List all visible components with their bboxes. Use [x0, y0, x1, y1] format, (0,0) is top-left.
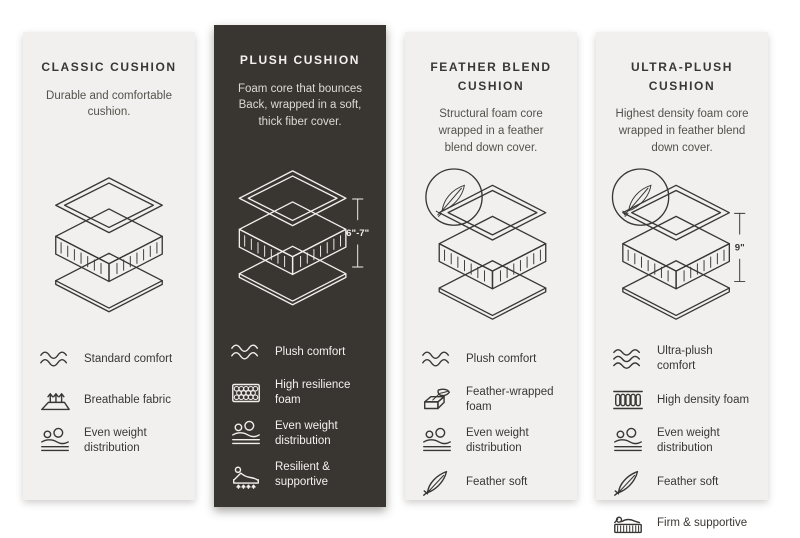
- feature-label: Feather-wrapped foam: [466, 386, 554, 413]
- feature-row: [420, 344, 562, 374]
- panel-description: Structural foam core wrapped in a feather blend down cover.: [438, 108, 544, 154]
- feature-label: Even weight distribution: [275, 420, 338, 447]
- cushion-illustration: [611, 154, 753, 332]
- feature-label: Firm & supportive: [657, 516, 748, 529]
- height-measurement: [346, 199, 369, 267]
- comfort-wave-icon: [38, 344, 72, 374]
- layered-cushion-diagram: [611, 154, 753, 329]
- feather-detail-icon: [426, 169, 482, 225]
- feather-wrapped-foam-icon: [420, 385, 454, 415]
- feature-label: High resilience foam: [275, 379, 351, 406]
- feature-label: Even weight distribution: [657, 427, 720, 454]
- panel-description: Foam core that bounces Back, wrapped in a soft, thick fiber cover.: [237, 82, 362, 128]
- comfort-wave-icon: [420, 344, 454, 374]
- feature-label: Even weight distribution: [466, 427, 529, 454]
- feature-row: [611, 467, 753, 497]
- panel-description: Durable and comfortable cushion.: [46, 89, 172, 119]
- feature-label: Plush comfort: [466, 352, 537, 365]
- cushion-illustration: [38, 154, 180, 332]
- panel-title: ULTRA-PLUSH CUSHION: [630, 60, 734, 93]
- layered-cushion-diagram: [38, 154, 180, 329]
- panel-header: [38, 58, 180, 146]
- ultra-comfort-wave-icon: [611, 344, 645, 374]
- feature-row: [229, 337, 371, 367]
- panel-header: [229, 51, 371, 139]
- panel-ultra-plush-cushion: [596, 32, 768, 529]
- panel-classic-cushion: [23, 32, 195, 500]
- feature-label: Resilient & supportive: [275, 461, 330, 488]
- even-weight-icon: [229, 419, 263, 449]
- feature-list: [420, 344, 562, 497]
- cushion-illustration: [229, 147, 371, 325]
- feature-row: [611, 426, 753, 456]
- feather-icon: [611, 467, 645, 497]
- layered-cushion-diagram: [229, 147, 371, 322]
- even-weight-icon: [611, 426, 645, 456]
- panel-plush-cushion: [214, 25, 386, 507]
- feature-label: High density foam: [657, 393, 750, 406]
- feature-row: [229, 378, 371, 408]
- height-label: 6"-7": [346, 227, 370, 239]
- comfort-wave-icon: [229, 337, 263, 367]
- breathable-fabric-icon: [38, 385, 72, 415]
- feature-label: Feather soft: [466, 475, 528, 488]
- feature-label: Even weight distribution: [84, 427, 147, 454]
- feature-list: [38, 344, 180, 456]
- height-measurement: [735, 213, 745, 281]
- feature-row: [611, 344, 753, 374]
- feature-label: Feather soft: [657, 475, 719, 488]
- feature-label: Ultra-plush comfort: [657, 345, 713, 372]
- panel-feather-blend-cushion: [405, 32, 577, 500]
- feature-row: [38, 344, 180, 374]
- feature-list: [229, 337, 371, 490]
- feature-row: [611, 385, 753, 415]
- panel-title: FEATHER BLEND CUSHION: [430, 60, 552, 93]
- panel-title: PLUSH CUSHION: [239, 53, 361, 67]
- feature-list: [611, 344, 753, 538]
- feature-row: [420, 467, 562, 497]
- layered-cushion-diagram: [420, 154, 562, 329]
- feature-row: [420, 426, 562, 456]
- feature-label: Plush comfort: [275, 345, 346, 358]
- feature-row: [38, 426, 180, 456]
- high-density-foam-icon: [611, 385, 645, 415]
- panel-header: [420, 58, 562, 154]
- feature-row: [229, 460, 371, 490]
- height-label: 9": [734, 242, 745, 254]
- panel-header: [611, 58, 753, 154]
- even-weight-icon: [38, 426, 72, 456]
- panel-description: Highest density foam core wrapped in feather blend down cover.: [615, 108, 749, 154]
- feature-row: [38, 385, 180, 415]
- resilient-support-icon: [229, 460, 263, 490]
- feather-icon: [420, 467, 454, 497]
- feature-label: Standard comfort: [84, 352, 173, 365]
- feature-label: Breathable fabric: [84, 393, 171, 406]
- cushion-illustration: [420, 154, 562, 332]
- panel-title: CLASSIC CUSHION: [41, 60, 177, 74]
- feature-row: [420, 385, 562, 415]
- foam-cells-icon: [229, 378, 263, 408]
- even-weight-icon: [420, 426, 454, 456]
- feature-row: [229, 419, 371, 449]
